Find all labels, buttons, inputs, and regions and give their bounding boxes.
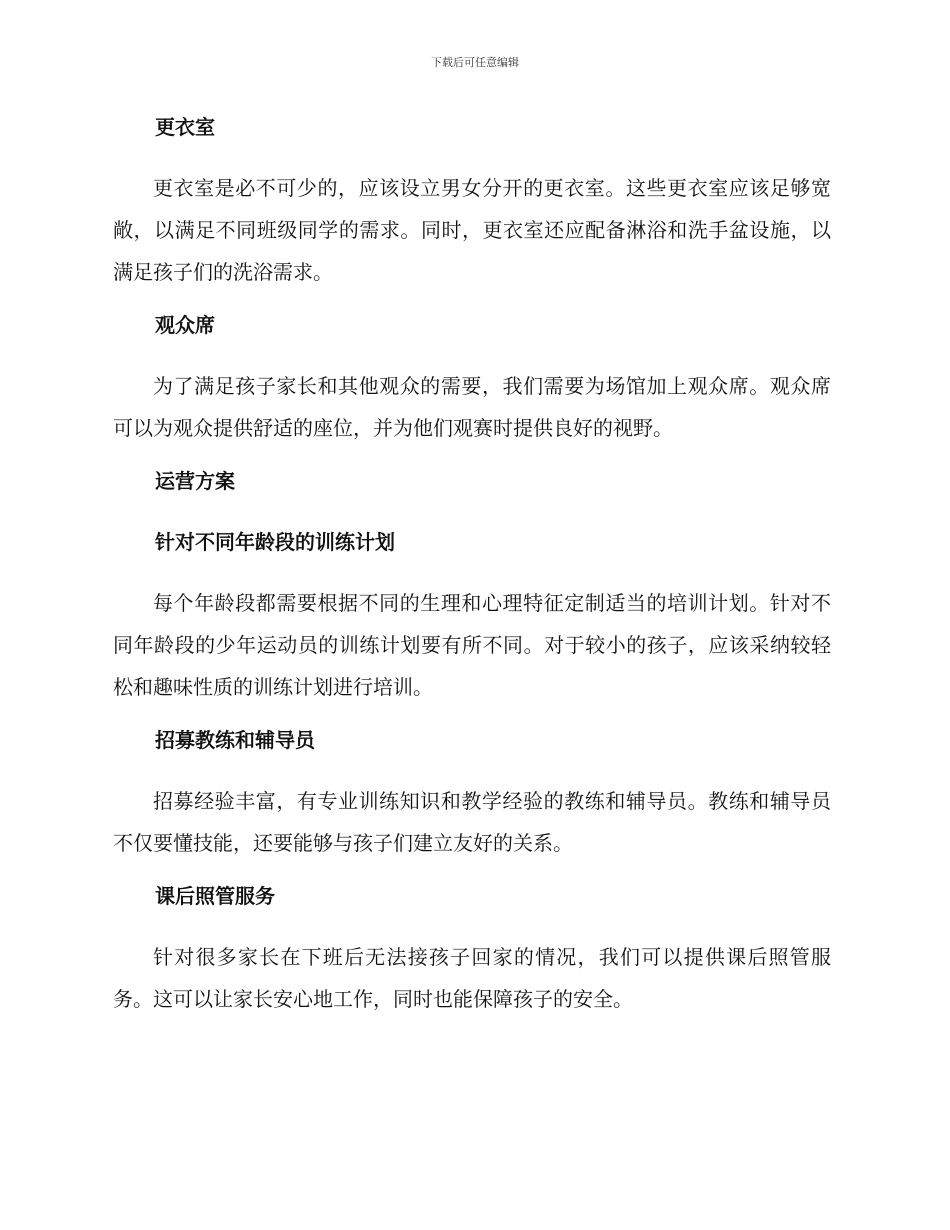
section-heading-operation-plan: 运营方案	[155, 469, 235, 493]
paragraph-age-training-plan: 每个年龄段都需要根据不同的生理和心理特征定制适当的培训计划。针对不同年龄段的少年运动员的训练计划要有所不同。对于较小的孩子，应该采纳较轻松和趣味性质的训练计划进行培训。	[113, 591, 831, 699]
paragraph-audience-seating: 为了满足孩子家长和其他观众的需要，我们需要为场馆加上观众席。观众席可以为观众提供舒适的座位，并为他们观赛时提供良好的视野。	[113, 374, 831, 440]
page-header: 下载后可任意编辑	[431, 56, 519, 69]
section-heading-recruit-coaches: 招募教练和辅导员	[155, 728, 315, 752]
paragraph-after-school-care: 针对很多家长在下班后无法接孩子回家的情况，我们可以提供课后照管服务。这可以让家长安心地工作，同时也能保障孩子的安全。	[113, 945, 831, 1011]
section-heading-audience-seating: 观众席	[155, 313, 215, 337]
paragraph-recruit-coaches: 招募经验丰富，有专业训练知识和教学经验的教练和辅导员。教练和辅导员不仅要懂技能，还要能够与孩子们建立友好的关系。	[113, 789, 831, 855]
section-heading-changing-room: 更衣室	[155, 115, 215, 139]
section-heading-age-training-plan: 针对不同年龄段的训练计划	[155, 530, 395, 554]
paragraph-changing-room: 更衣室是必不可少的，应该设立男女分开的更衣室。这些更衣室应该足够宽敞，以满足不同班级同学的需求。同时，更衣室还应配备淋浴和洗手盆设施，以满足孩子们的洗浴需求。	[113, 176, 831, 284]
section-heading-after-school-care: 课后照管服务	[155, 884, 275, 908]
document-body	[113, 106, 831, 1031]
